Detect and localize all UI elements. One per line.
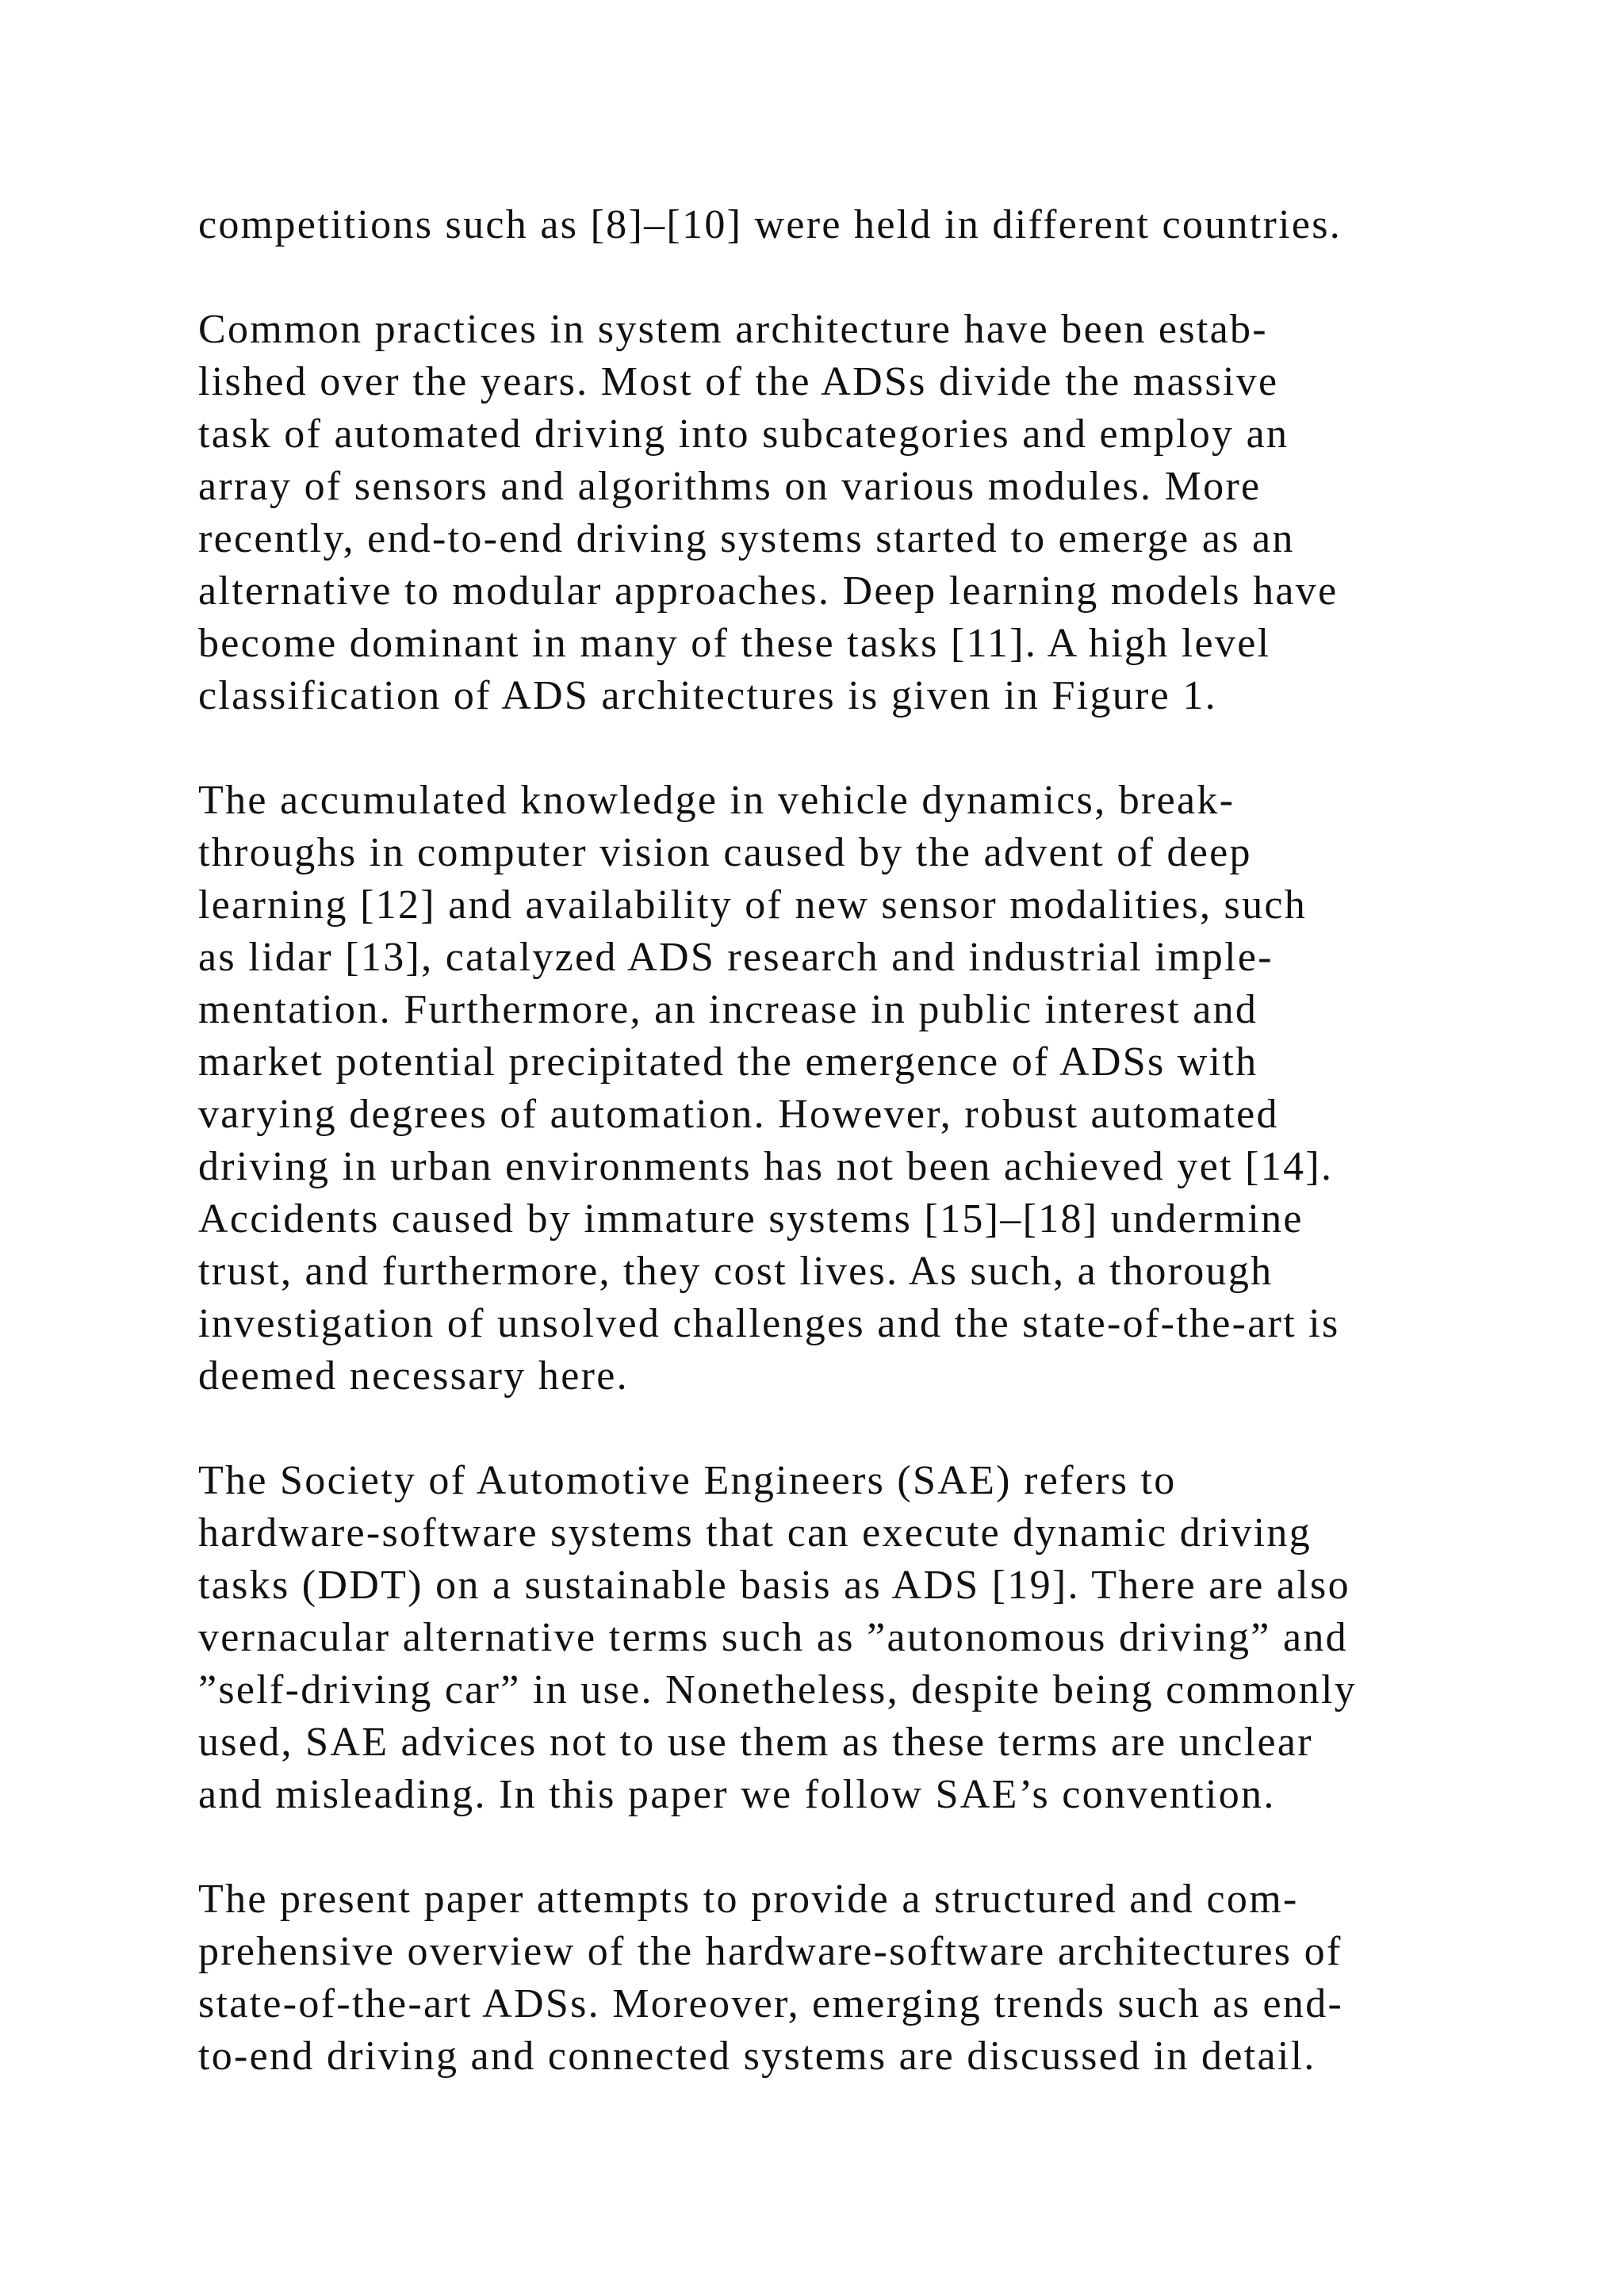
text-line: deemed necessary here.	[198, 1353, 629, 1399]
paragraph-2	[198, 304, 1435, 722]
text-line: hardware-software systems that can execute dynamic driving	[198, 1510, 1312, 1556]
body-text	[198, 199, 1435, 2135]
paragraph-3	[198, 775, 1435, 1402]
text-line: The accumulated knowledge in vehicle dynamics, break-	[198, 778, 1235, 823]
text-line: used, SAE advices not to use them as these terms are unclear	[198, 1720, 1313, 1765]
text-line: classification of ADS architectures is given in Figure 1.	[198, 673, 1217, 718]
text-line: array of sensors and algorithms on various modules. More	[198, 464, 1262, 509]
text-line: to-end driving and connected systems are discussed in detail.	[198, 2034, 1316, 2079]
text-line: market potential precipitated the emergence of ADSs with	[198, 1039, 1258, 1085]
text-line: Common practices in system architecture have been estab-	[198, 307, 1268, 352]
text-line: trust, and furthermore, they cost lives. As such, a thorough	[198, 1249, 1274, 1294]
text-line: as lidar [13], catalyzed ADS research and industrial imple-	[198, 935, 1274, 980]
text-line: task of automated driving into subcategories and employ an	[198, 411, 1289, 457]
paragraph-5	[198, 1873, 1435, 2083]
text-line: alternative to modular approaches. Deep learning models have	[198, 568, 1339, 614]
text-line: learning [12] and availability of new sensor modalities, such	[198, 882, 1308, 928]
text-line: competitions such as [8]–[10] were held in different countries.	[198, 202, 1342, 247]
text-line: state-of-the-art ADSs. Moreover, emerging trends such as end-	[198, 1981, 1344, 2026]
text-line: The present paper attempts to provide a structured and com-	[198, 1877, 1299, 1922]
text-line: recently, end-to-end driving systems started to emerge as an	[198, 516, 1295, 561]
paragraph-4	[198, 1455, 1435, 1821]
text-line: ”self-driving car” in use. Nonetheless, despite being commonly	[198, 1667, 1358, 1712]
text-line: driving in urban environments has not been achieved yet [14].	[198, 1144, 1334, 1189]
text-line: prehensive overview of the hardware-software architectures of	[198, 1929, 1342, 1974]
text-line: varying degrees of automation. However, robust automated	[198, 1092, 1279, 1137]
text-line: lished over the years. Most of the ADSs divide the massive	[198, 359, 1279, 404]
text-line: vernacular alternative terms such as ”autonomous driving” and	[198, 1615, 1348, 1660]
text-line: throughs in computer vision caused by the advent of deep	[198, 830, 1252, 875]
text-line: tasks (DDT) on a sustainable basis as ADS [19]. There are also	[198, 1563, 1350, 1608]
text-line: Accidents caused by immature systems [15]–[18] undermine	[198, 1196, 1304, 1242]
text-line: The Society of Automotive Engineers (SAE) refers to	[198, 1458, 1177, 1503]
text-line: become dominant in many of these tasks [11]. A high level	[198, 621, 1271, 666]
text-line: mentation. Furthermore, an increase in public interest and	[198, 987, 1258, 1032]
paragraph-1	[198, 199, 1435, 251]
text-line: and misleading. In this paper we follow SAE’s convention.	[198, 1772, 1276, 1817]
text-line: investigation of unsolved challenges and the state-of-the-art is	[198, 1301, 1340, 1346]
